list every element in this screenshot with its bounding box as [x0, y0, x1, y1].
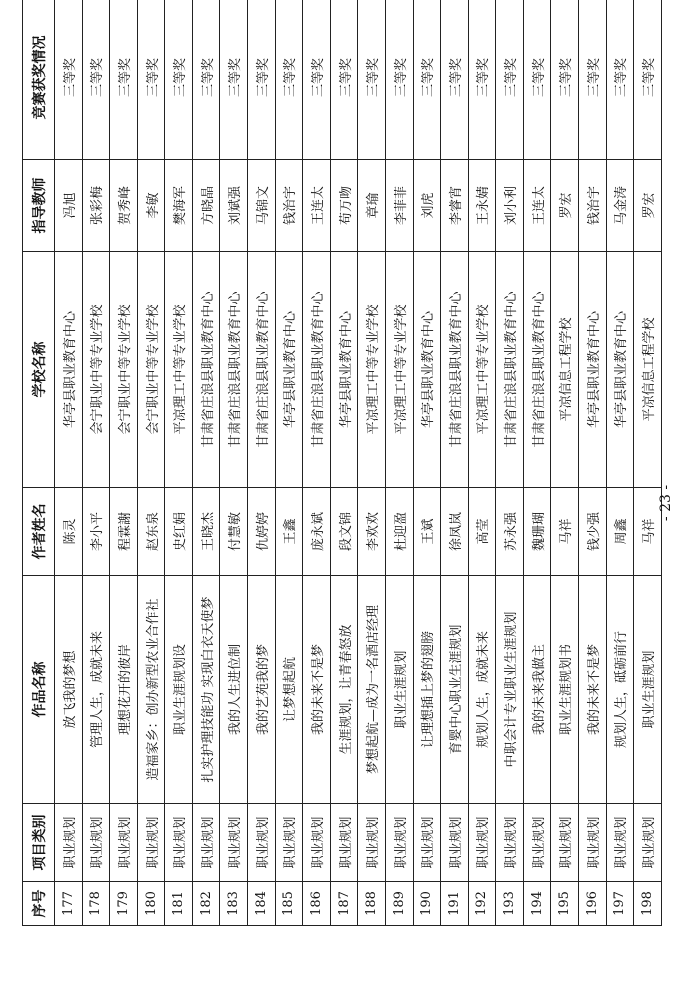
cell-index: 196: [578, 882, 606, 926]
cell-author: 李小平: [82, 488, 110, 576]
cell-category: 职业规划: [110, 804, 138, 882]
header-index: 序号: [23, 882, 55, 926]
cell-index: 197: [606, 882, 634, 926]
cell-work-title: 理想花开的彼岸: [110, 576, 138, 804]
cell-work-title: 扎实护理技能功 实现白衣天使梦: [192, 576, 220, 804]
cell-category: 职业规划: [303, 804, 331, 882]
cell-index: 186: [303, 882, 331, 926]
cell-award: 三等奖: [551, 0, 579, 160]
cell-index: 182: [192, 882, 220, 926]
cell-work-title: 让理想插上梦的翅膀: [413, 576, 441, 804]
cell-index: 179: [110, 882, 138, 926]
cell-index: 191: [441, 882, 469, 926]
cell-award: 三等奖: [275, 0, 303, 160]
cell-author: 仇婷婷: [248, 488, 276, 576]
cell-school: 甘肃省庄浪县职业教育中心: [523, 252, 551, 488]
cell-index: 189: [385, 882, 413, 926]
header-award: 竞赛获奖情况: [23, 0, 55, 160]
cell-author: 苏永强: [496, 488, 524, 576]
header-author: 作者姓名: [23, 488, 55, 576]
cell-teacher: 王连太: [523, 160, 551, 252]
cell-author: 李欢欢: [358, 488, 386, 576]
cell-category: 职业规划: [137, 804, 165, 882]
cell-category: 职业规划: [634, 804, 662, 882]
page-number: - 23 -: [658, 484, 675, 522]
cell-award: 三等奖: [468, 0, 496, 160]
cell-author: 史红娟: [165, 488, 193, 576]
cell-teacher: 刘虎: [413, 160, 441, 252]
cell-teacher: 王永婧: [468, 160, 496, 252]
header-teacher: 指导教师: [23, 160, 55, 252]
cell-award: 三等奖: [634, 0, 662, 160]
cell-school: 华亭县职业教育中心: [413, 252, 441, 488]
cell-award: 三等奖: [55, 0, 83, 160]
cell-award: 三等奖: [385, 0, 413, 160]
cell-school: 平凉理工中等专业学校: [358, 252, 386, 488]
table-row: [358, 0, 386, 926]
cell-teacher: 李睿宵: [441, 160, 469, 252]
cell-author: 赵东泉: [137, 488, 165, 576]
cell-award: 三等奖: [248, 0, 276, 160]
cell-author: 陈灵: [55, 488, 83, 576]
cell-work-title: 中职会计专业职业生涯规划: [496, 576, 524, 804]
cell-school: 华亭县职业教育中心: [606, 252, 634, 488]
cell-category: 职业规划: [165, 804, 193, 882]
cell-category: 职业规划: [551, 804, 579, 882]
rotated-table-wrapper: [22, 0, 662, 926]
cell-teacher: 钱治宇: [578, 160, 606, 252]
cell-teacher: 王连太: [303, 160, 331, 252]
cell-category: 职业规划: [248, 804, 276, 882]
cell-award: 三等奖: [358, 0, 386, 160]
cell-school: 甘肃省庄浪县职业教育中心: [220, 252, 248, 488]
table-row: [551, 0, 579, 926]
table-row: [496, 0, 524, 926]
cell-work-title: 管理人生，成就未来: [82, 576, 110, 804]
cell-teacher: 刘斌强: [220, 160, 248, 252]
cell-school: 甘肃省庄浪县职业教育中心: [192, 252, 220, 488]
cell-teacher: 苟万吻: [330, 160, 358, 252]
cell-index: 194: [523, 882, 551, 926]
table-row: [192, 0, 220, 926]
cell-category: 职业规划: [82, 804, 110, 882]
cell-school: 平凉信息工程学校: [551, 252, 579, 488]
cell-index: 178: [82, 882, 110, 926]
cell-teacher: 贺秀峰: [110, 160, 138, 252]
cell-author: 王晓杰: [192, 488, 220, 576]
cell-school: 平凉理工中等专业学校: [165, 252, 193, 488]
table-row: [606, 0, 634, 926]
cell-work-title: 规划人生，砥砺前行: [606, 576, 634, 804]
table-row: [165, 0, 193, 926]
cell-school: 平凉信息工程学校: [634, 252, 662, 488]
cell-school: 华亭县职业教育中心: [330, 252, 358, 488]
cell-author: 徐凤岚: [441, 488, 469, 576]
cell-teacher: 钱治宇: [275, 160, 303, 252]
cell-category: 职业规划: [358, 804, 386, 882]
cell-school: 甘肃省庄浪县职业教育中心: [441, 252, 469, 488]
awards-table: [22, 0, 662, 926]
cell-school: 华亭县职业教育中心: [55, 252, 83, 488]
cell-school: 会宁职业中等专业学校: [82, 252, 110, 488]
cell-author: 魏珊瑚: [523, 488, 551, 576]
cell-index: 198: [634, 882, 662, 926]
cell-author: 付慧敏: [220, 488, 248, 576]
cell-index: 183: [220, 882, 248, 926]
cell-work-title: 生涯规划，让青春怒放: [330, 576, 358, 804]
table-row: [330, 0, 358, 926]
cell-category: 职业规划: [606, 804, 634, 882]
cell-index: 192: [468, 882, 496, 926]
table-row: [110, 0, 138, 926]
cell-category: 职业规划: [192, 804, 220, 882]
cell-work-title: 我的艺苑我的梦: [248, 576, 276, 804]
cell-work-title: 梦想起航—成为一名酒店经理: [358, 576, 386, 804]
cell-award: 三等奖: [523, 0, 551, 160]
table-row: [303, 0, 331, 926]
table-row: [220, 0, 248, 926]
cell-award: 三等奖: [165, 0, 193, 160]
cell-index: 195: [551, 882, 579, 926]
cell-teacher: 马锦文: [248, 160, 276, 252]
cell-author: 高莹: [468, 488, 496, 576]
table-row: [55, 0, 83, 926]
cell-category: 职业规划: [330, 804, 358, 882]
cell-index: 181: [165, 882, 193, 926]
cell-author: 马祥: [634, 488, 662, 576]
cell-category: 职业规划: [496, 804, 524, 882]
cell-school: 平凉理工中等专业学校: [385, 252, 413, 488]
table-row: [82, 0, 110, 926]
table-header-row: [23, 0, 55, 926]
cell-award: 三等奖: [330, 0, 358, 160]
cell-index: 177: [55, 882, 83, 926]
cell-award: 三等奖: [82, 0, 110, 160]
table-row: [248, 0, 276, 926]
cell-award: 三等奖: [303, 0, 331, 160]
cell-author: 周鑫: [606, 488, 634, 576]
cell-category: 职业规划: [55, 804, 83, 882]
table-row: [578, 0, 606, 926]
header-category: 项目类别: [23, 804, 55, 882]
cell-award: 三等奖: [192, 0, 220, 160]
cell-teacher: 章瑜: [358, 160, 386, 252]
cell-index: 184: [248, 882, 276, 926]
cell-author: 王鑫: [275, 488, 303, 576]
cell-work-title: 规划人生，成就未来: [468, 576, 496, 804]
cell-teacher: 李菲菲: [385, 160, 413, 252]
cell-index: 190: [413, 882, 441, 926]
table-row: [523, 0, 551, 926]
cell-award: 三等奖: [606, 0, 634, 160]
cell-work-title: 我的人生进位制: [220, 576, 248, 804]
cell-school: 会宁职业中等专业学校: [110, 252, 138, 488]
cell-work-title: 职业生涯规划: [634, 576, 662, 804]
cell-work-title: 我的未来我做主: [523, 576, 551, 804]
cell-teacher: 方晓晶: [192, 160, 220, 252]
cell-award: 三等奖: [110, 0, 138, 160]
header-work-title: 作品名称: [23, 576, 55, 804]
cell-author: 庞永斌: [303, 488, 331, 576]
cell-index: 185: [275, 882, 303, 926]
table-row: [634, 0, 662, 926]
cell-work-title: 我的未来不是梦: [578, 576, 606, 804]
cell-category: 职业规划: [523, 804, 551, 882]
table-row: [413, 0, 441, 926]
cell-award: 三等奖: [137, 0, 165, 160]
table-row: [137, 0, 165, 926]
cell-work-title: 职业生涯规划: [385, 576, 413, 804]
cell-index: 193: [496, 882, 524, 926]
cell-author: 杜迎盈: [385, 488, 413, 576]
cell-school: 甘肃省庄浪县职业教育中心: [303, 252, 331, 488]
cell-work-title: 让梦想起航: [275, 576, 303, 804]
cell-work-title: 职业生涯规划书: [551, 576, 579, 804]
cell-teacher: 樊海军: [165, 160, 193, 252]
cell-award: 三等奖: [220, 0, 248, 160]
cell-school: 甘肃省庄浪县职业教育中心: [496, 252, 524, 488]
table-row: [275, 0, 303, 926]
cell-school: 甘肃省庄浪县职业教育中心: [248, 252, 276, 488]
cell-award: 三等奖: [578, 0, 606, 160]
header-school: 学校名称: [23, 252, 55, 488]
cell-category: 职业规划: [578, 804, 606, 882]
cell-school: 华亭县职业教育中心: [275, 252, 303, 488]
table-row: [441, 0, 469, 926]
cell-teacher: 马金涛: [606, 160, 634, 252]
cell-work-title: 造福家乡：创办新型农业合作社: [137, 576, 165, 804]
cell-category: 职业规划: [413, 804, 441, 882]
cell-teacher: 刘小利: [496, 160, 524, 252]
cell-index: 188: [358, 882, 386, 926]
cell-author: 马祥: [551, 488, 579, 576]
cell-teacher: 李敏: [137, 160, 165, 252]
cell-teacher: 罗宏: [634, 160, 662, 252]
cell-award: 三等奖: [413, 0, 441, 160]
cell-category: 职业规划: [220, 804, 248, 882]
cell-school: 华亭县职业教育中心: [578, 252, 606, 488]
cell-work-title: 放飞我的梦想: [55, 576, 83, 804]
cell-category: 职业规划: [468, 804, 496, 882]
table-row: [468, 0, 496, 926]
cell-index: 187: [330, 882, 358, 926]
cell-author: 程霖謝: [110, 488, 138, 576]
cell-index: 180: [137, 882, 165, 926]
cell-author: 王斌: [413, 488, 441, 576]
cell-award: 三等奖: [496, 0, 524, 160]
cell-category: 职业规划: [441, 804, 469, 882]
cell-category: 职业规划: [385, 804, 413, 882]
table-row: [385, 0, 413, 926]
cell-teacher: 张彩梅: [82, 160, 110, 252]
cell-author: 段文锦: [330, 488, 358, 576]
cell-author: 钱少强: [578, 488, 606, 576]
cell-work-title: 我的未来不是梦: [303, 576, 331, 804]
cell-award: 三等奖: [441, 0, 469, 160]
cell-school: 平凉理工中等专业学校: [468, 252, 496, 488]
cell-teacher: 罗宏: [551, 160, 579, 252]
cell-teacher: 冯旭: [55, 160, 83, 252]
cell-work-title: 育婴中心职业生涯规划: [441, 576, 469, 804]
cell-category: 职业规划: [275, 804, 303, 882]
cell-school: 会宁职业中等专业学校: [137, 252, 165, 488]
cell-work-title: 职业生涯规划设: [165, 576, 193, 804]
